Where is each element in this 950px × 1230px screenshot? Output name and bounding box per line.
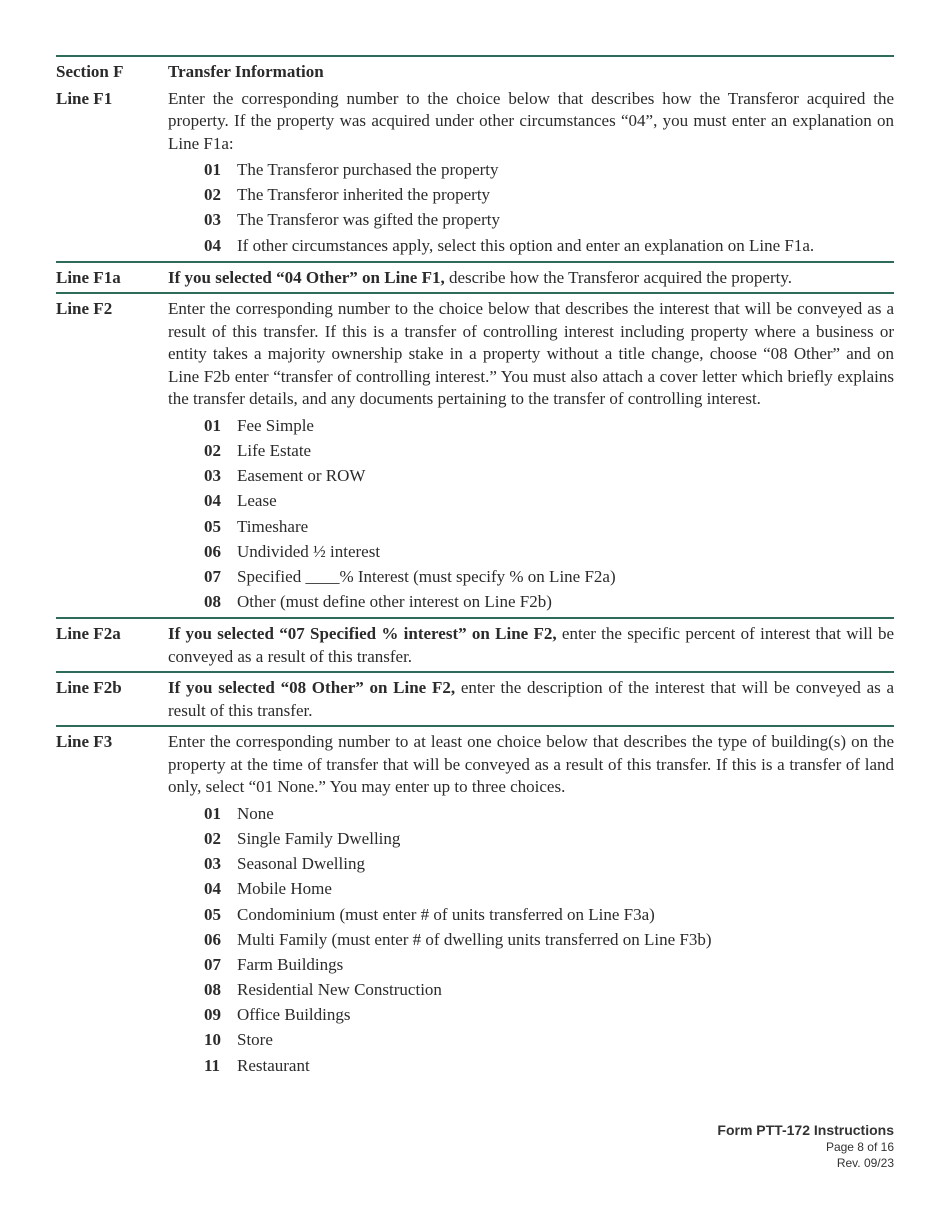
list-item: 04 Mobile Home	[204, 879, 332, 899]
line-f1a-text: If you selected “04 Other” on Line F1, describe how the Transferor acquired the property.	[168, 267, 792, 287]
list-item: 08 Residential New Construction	[204, 980, 442, 1000]
line-f1-label: Line F1	[56, 88, 113, 108]
section-title: Transfer Information	[168, 62, 324, 81]
line-f2-text: Enter the corresponding number to the choice below that describes the interest that will be conveyed as a result of this transfer. If this is a transfer of controlling interest including property where a business or entity takes a majority ownership stake in a property without a title change, choose “08 Other” and on Line F2b enter “transfer of controlling interest.” You must also attach a cover letter which briefly explains the transfer details, and any documents pertaining to the transfer of controlling interest.	[168, 299, 894, 409]
list-item: 03 Seasonal Dwelling	[204, 854, 365, 874]
list-item: 10 Store	[204, 1030, 273, 1050]
list-item: 03 The Transferor was gifted the property	[204, 210, 500, 230]
page-number: Page 8 of 16	[825, 1140, 894, 1154]
line-f2-options	[168, 413, 894, 615]
revision-date: Rev. 09/23	[836, 1156, 894, 1170]
line-f2-label: Line F2	[56, 299, 113, 319]
line-f1a-label: Line F1a	[56, 267, 121, 287]
line-f3-options	[168, 801, 894, 1078]
list-item: 07 Specified ____% Interest (must specify % on Line F2a)	[204, 566, 616, 586]
list-item: 08 Other (must define other interest on Line F2b)	[204, 592, 552, 612]
list-item: 02 The Transferor inherited the property	[204, 185, 491, 205]
line-f3-text: Enter the corresponding number to at least one choice below that describes the type of building(s) on the property at the time of transfer that will be conveyed as a result of this transfer. If this is a transfer of land only, select “01 None.” You may enter up to three choices.	[168, 732, 894, 797]
list-item: 11 Restaurant	[204, 1055, 310, 1075]
list-item: 04 Lease	[204, 491, 277, 511]
form-name: Form PTT-172 Instructions	[717, 1122, 894, 1138]
page-footer	[717, 1121, 894, 1171]
instructions-content	[56, 55, 894, 1081]
section-label: Section F	[56, 62, 124, 81]
line-f2b-label: Line F2b	[56, 678, 122, 698]
list-item: 01 The Transferor purchased the property	[204, 160, 499, 179]
list-item: 01 Fee Simple	[204, 415, 314, 435]
line-f2a-label: Line F2a	[56, 624, 121, 644]
line-f3-label: Line F3	[56, 732, 113, 752]
list-item: 04 If other circumstances apply, select this option and enter an explanation on Line F1a.	[204, 235, 815, 255]
line-f2	[56, 292, 894, 617]
line-f2a-text: If you selected “07 Specified % interest” on Line F2, enter the specific percent of interest that will be conveyed as a result of this transfer.	[168, 624, 895, 666]
list-item: 05 Condominium (must enter # of units transferred on Line F3a)	[204, 904, 655, 924]
list-item: 01 None	[204, 803, 274, 823]
list-item: 07 Farm Buildings	[204, 954, 344, 974]
list-item: 06 Multi Family (must enter # of dwelling units transferred on Line F3b)	[204, 929, 712, 949]
list-item: 02 Single Family Dwelling	[204, 828, 401, 848]
line-f1	[56, 87, 894, 261]
list-item: 09 Office Buildings	[204, 1005, 351, 1025]
line-f1a	[56, 261, 894, 293]
line-f2b	[56, 671, 894, 725]
section-f-header	[56, 55, 894, 87]
line-f1-text: Enter the corresponding number to the choice below that describes how the Transferor acquired the property. If the property was acquired under other circumstances “04”, you must enter an explanation on Line F1a:	[168, 88, 894, 153]
line-f1-options	[168, 157, 894, 258]
list-item: 05 Timeshare	[204, 516, 309, 536]
line-f2a	[56, 617, 894, 671]
line-f3	[56, 725, 894, 1081]
list-item: 03 Easement or ROW	[204, 466, 366, 486]
list-item: 06 Undivided ½ interest	[204, 541, 381, 561]
line-f2b-text: If you selected “08 Other” on Line F2, enter the description of the interest that will be conveyed as a result of this transfer.	[168, 678, 895, 720]
list-item: 02 Life Estate	[204, 440, 312, 460]
